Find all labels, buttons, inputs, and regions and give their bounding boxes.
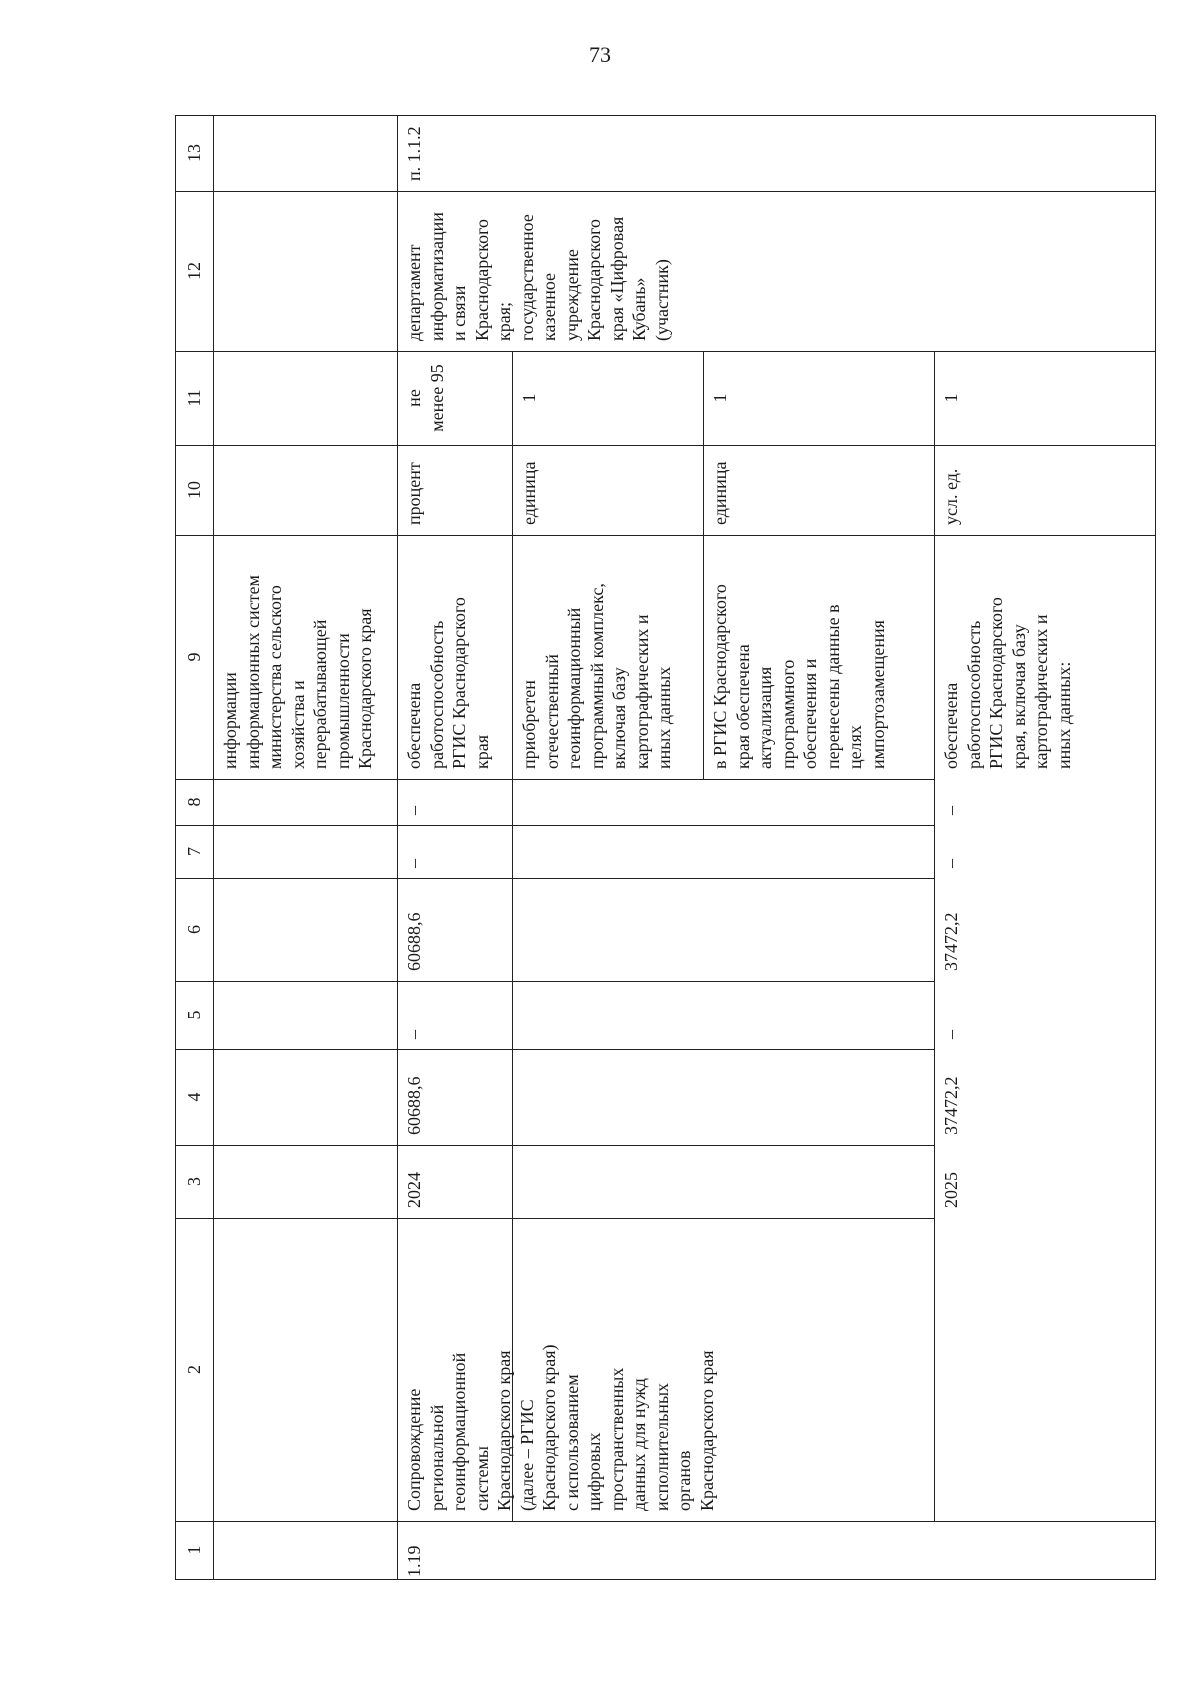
rule: [175, 981, 934, 982]
continuation-result-text: информации информационных систем министерства сельского хозяйства и перерабатывающей промышленности Краснодарского края: [220, 575, 375, 769]
year-2025: 2025: [941, 1172, 961, 1208]
rule: [175, 1579, 1156, 1580]
header-col-2: 2: [184, 1365, 204, 1374]
local-2024: –: [404, 859, 424, 868]
other-2024: –: [404, 806, 424, 815]
result-text: приобретен отечественный геоинформационный программный комплекс, включая базу картографических и иных данных: [519, 583, 674, 769]
result-value: 1: [941, 393, 961, 403]
header-col-1: 1: [184, 1545, 204, 1555]
rule: [175, 1521, 1156, 1522]
header-col-13: 13: [184, 144, 204, 162]
result-unit: процент: [404, 462, 424, 525]
regional-2025: 37472,2: [941, 912, 961, 971]
rule: [175, 878, 934, 879]
rule: [1155, 115, 1156, 1580]
result-text: обеспечена работоспособность РГИС Краснодарского края, включая базу картографических и иных данных:: [941, 597, 1074, 769]
header-col-10: 10: [184, 481, 204, 499]
page-number: 73: [589, 42, 611, 67]
header-col-4: 4: [184, 1092, 204, 1102]
result-unit: единица: [710, 461, 730, 525]
other-2025: –: [941, 806, 961, 815]
header-col-12: 12: [184, 262, 204, 280]
rotated-table: [175, 115, 1156, 1580]
result-text: в РГИС Краснодарского края обеспечена актуализация программного обеспечения и перенесены данные в целях импортозамещения: [710, 584, 888, 769]
header-col-7: 7: [184, 847, 204, 856]
local-2025: –: [941, 859, 961, 868]
total-2025: 37472,2: [941, 1076, 961, 1135]
header-col-9: 9: [184, 652, 204, 662]
federal-2025: –: [941, 1030, 961, 1039]
header-col-8: 8: [184, 797, 204, 807]
item-name: Сопровождение региональной геоинформационной системы Краснодарского края (далее – РГИС Краснодарского края) с использованием цифровых пространственных данных для нужд исполнительных органов Краснодарского края: [404, 1344, 717, 1511]
regional-2024: 60688,6: [404, 912, 424, 971]
result-unit: единица: [519, 461, 539, 525]
header-col-5: 5: [184, 1010, 204, 1020]
result-value: 1: [710, 393, 730, 403]
total-2024: 60688,6: [404, 1076, 424, 1135]
result-value: не менее 95: [404, 364, 447, 432]
header-col-3: 3: [184, 1177, 204, 1186]
result-text: обеспечена работоспособность РГИС Краснодарского края: [404, 597, 492, 769]
item-number: 1.19: [404, 1545, 424, 1577]
result-unit: усл. ед.: [941, 468, 961, 525]
year-2024: 2024: [404, 1172, 424, 1208]
item-executor: департамент информатизации и связи Краснодарского края; государственное казенное учреждение Краснодарского края «Цифровая Кубань» (участник): [404, 212, 672, 341]
header-col-11: 11: [184, 389, 204, 407]
header-col-6: 6: [184, 925, 204, 934]
result-value: 1: [519, 393, 539, 403]
rule: [213, 115, 214, 1580]
federal-2024: –: [404, 1030, 424, 1039]
rule: [175, 825, 934, 826]
rule: [175, 1049, 934, 1050]
rule: [175, 779, 934, 780]
rule: [175, 1145, 934, 1146]
item-reference: п. 1.1.2: [404, 126, 424, 181]
